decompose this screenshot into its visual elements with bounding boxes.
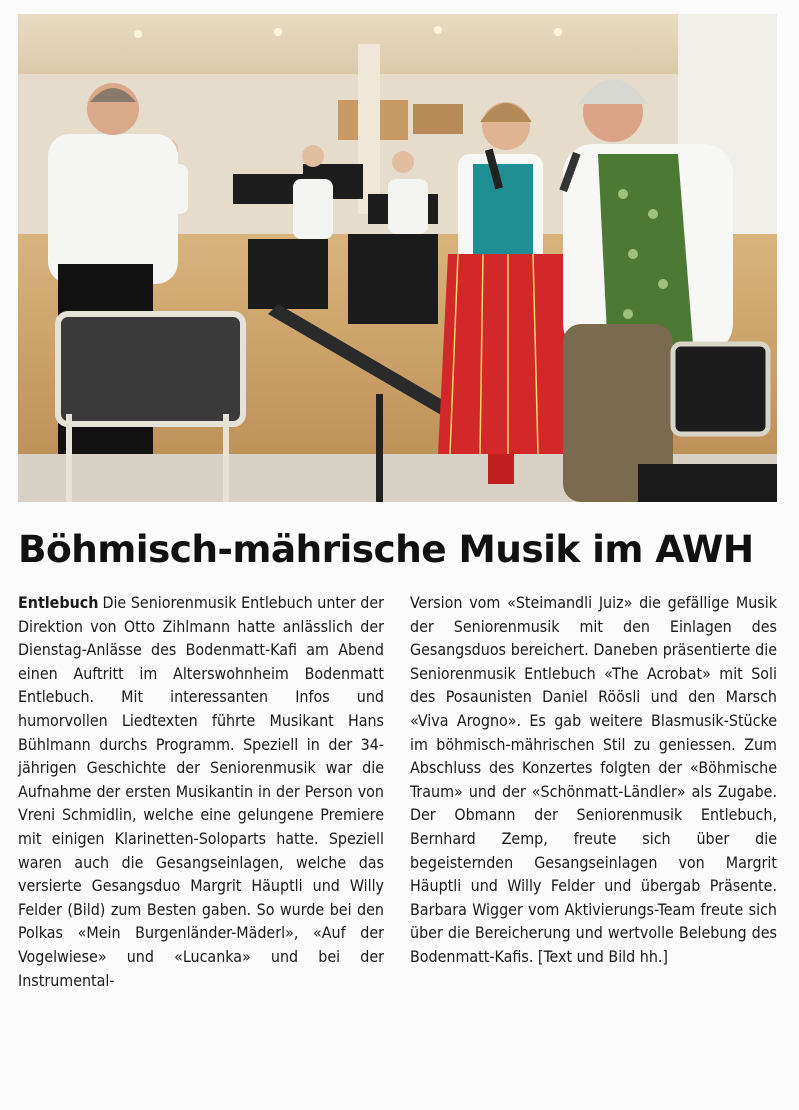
- article-column-left: [18, 591, 384, 992]
- article-column-right: [410, 591, 777, 969]
- article-headline: Böhmisch-mährische Musik im AWH: [18, 527, 754, 571]
- article-photo: [18, 14, 777, 502]
- article-location: Entlebuch: [18, 593, 99, 612]
- article-text-left: Die Seniorenmusik Entlebuch unter der Direktion von Otto Zihlmann hatte anlässlich der Dienstag-Anlässe des Bodenmatt-Kafi am Abend einen Auftritt im Alterswohnheim Bodenmatt Entlebuch. Mit interessanten Infos und humorvollen Liedtexten führte Musikant Hans Bühlmann durchs Programm. Speziell in der 34-jährigen Geschichte der Seniorenmusik war die Aufnahme der ersten Musikantin in der Person von Vreni Schmidlin, welche eine gelungene Premiere mit einigen Klarinetten-Soloparts hatte. Speziell waren auch die Gesangseinlagen, welche das versierte Gesangsduo Margrit Häuptli und Willy Felder (Bild) zum Besten gaben. So wurde bei den Polkas «Mein Burgenländer-Mäderl», «Auf der Vogelwiese» und «Lucanka» und bei der Instrumental-: [18, 593, 384, 990]
- article-text-right: Version vom «Steimandli Juiz» die gefällige Musik der Seniorenmusik mit den Einlagen des Gesangsduos bereichert. Daneben präsentierte die Seniorenmusik Entlebuch «The Acrobat» mit Soli des Posaunisten Daniel Röösli und den Marsch «Viva Arogno». Es gab weitere Blasmusik-Stücke im böhmisch-mährischen Stil zu geniessen. Zum Abschluss des Konzertes folgten der «Böhmische Traum» und der «Schönmatt-Ländler» als Zugabe. Der Obmann der Seniorenmusik Entlebuch, Bernhard Zemp, freute sich über die begeisternden Gesangseinlagen von Margrit Häuptli und Willy Felder und übergab Präsente. Barbara Wigger vom Aktivierungs-Team freute sich über die Bereicherung und wertvolle Belebung des Bodenmatt-Kafis. [Text und Bild hh.]: [410, 593, 777, 966]
- photo-illustration: [18, 14, 777, 502]
